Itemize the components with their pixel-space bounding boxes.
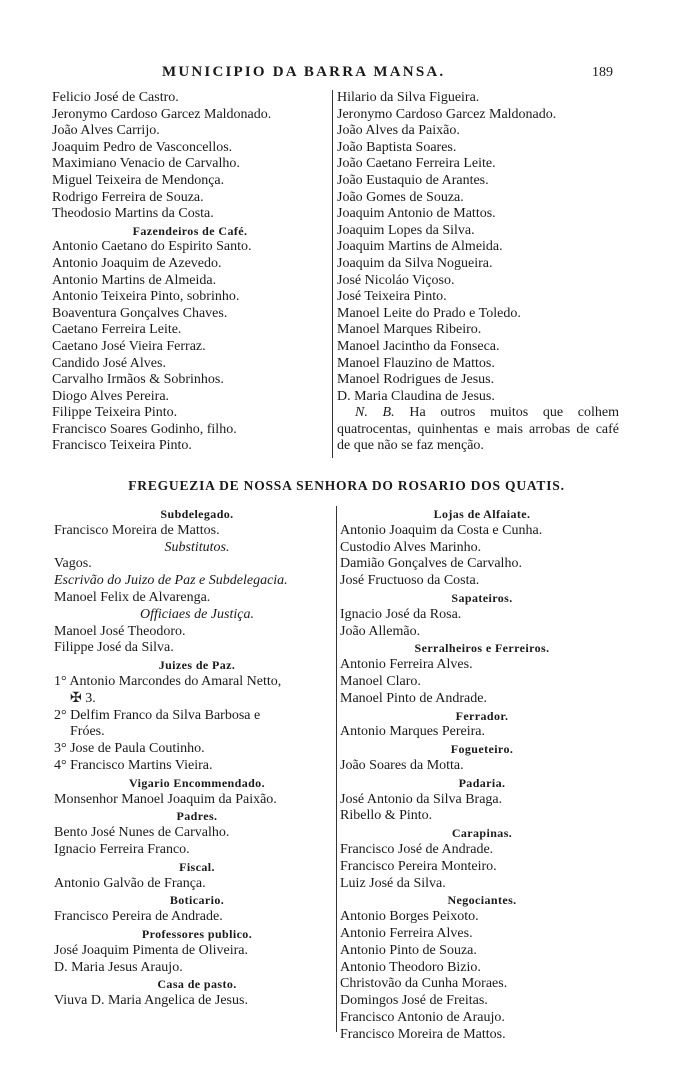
list-item: Antonio Ferreira Alves. (340, 657, 473, 673)
boticario-heading: Boticario. (169, 893, 225, 908)
list-item: Francisco Moreira de Mattos. (54, 522, 220, 538)
list-item: Viuva D. Maria Angelica de Jesus. (54, 993, 248, 1009)
list-item: Miguel Teixeira de Mendonça. (52, 172, 225, 188)
ordinal: 2° (54, 707, 67, 723)
page-header (0, 64, 693, 84)
officiaes-heading: Officiaes de Justiça. (140, 606, 254, 622)
list-item: Joaquim Pedro de Vasconcellos. (52, 139, 233, 155)
list-item: D. Maria Claudina de Jesus. (337, 388, 495, 404)
list-item: Boaventura Gonçalves Chaves. (52, 305, 228, 321)
list-item: Francisco Antonio de Araujo. (340, 1009, 505, 1025)
list-item: Hilario da Silva Figueira. (337, 90, 480, 105)
section-title: FREGUEZIA DE NOSSA SENHORA DO ROSARIO DOS QUATIS. (128, 478, 565, 493)
list-item: Christovão da Cunha Moraes. (340, 976, 508, 992)
list-item: Francisco Pereira Monteiro. (340, 858, 497, 874)
list-item: Antonio Caetano do Espirito Santo. (52, 239, 252, 255)
list-item: Antonio Marques Pereira. (340, 724, 486, 740)
list-item (54, 758, 340, 775)
list-item: José Nicoláo Viçoso. (337, 272, 455, 288)
list-item: Francisco Moreira de Mattos. (340, 1026, 506, 1042)
list-item: João Eustaquio de Arantes. (337, 172, 489, 188)
list-item: Rodrigo Ferreira de Souza. (52, 189, 204, 205)
list-item: Domingos José de Freitas. (340, 993, 488, 1009)
column-divider (332, 90, 333, 458)
list-item: Antonio Joaquim da Costa e Cunha. (340, 522, 543, 538)
list-item (54, 741, 340, 758)
list-item: Jeronymo Cardoso Garcez Maldonado. (337, 106, 557, 122)
casa-heading: Casa de pasto. (157, 977, 237, 992)
serralheiros-heading: Serralheiros e Ferreiros. (414, 641, 550, 656)
subdelegado-heading: Subdelegado. (160, 507, 234, 521)
list-item: Antonio Pinto de Souza. (340, 942, 477, 958)
list-item: Manoel José Theodoro. (54, 623, 186, 639)
juiz-name: Antonio Marcondes do Amaral Netto, (69, 673, 282, 689)
list-item: Manoel Claro. (340, 673, 421, 689)
nb-label: N. B. (355, 405, 395, 421)
list-item: João Baptista Soares. (337, 139, 457, 155)
juizes-heading: Juizes de Paz. (158, 658, 236, 673)
list-item: Francisco Soares Godinho, filho. (52, 421, 237, 437)
list-item-cont: ✠ 3. (70, 690, 96, 706)
list-item-cont: Fróes. (70, 724, 105, 740)
list-item: Manoel Jacintho da Fonseca. (337, 338, 500, 354)
nota-bene (337, 405, 619, 455)
ordinal: 1° (54, 673, 67, 689)
list-item: José Teixeira Pinto. (337, 289, 447, 305)
padaria-heading: Padaria. (458, 775, 506, 790)
list-item: Bento José Nunes de Carvalho. (54, 825, 230, 841)
carapinas-heading: Carapinas. (451, 826, 513, 841)
list-item: José Fructuoso da Costa. (340, 573, 480, 589)
list-item: José Antonio da Silva Braga. (340, 791, 503, 807)
list-item: João Alves da Paixão. (337, 123, 460, 139)
list-item: Filippe José da Silva. (54, 640, 174, 656)
list-item: Antonio Teixeira Pinto, sobrinho. (52, 289, 240, 305)
vigario-heading: Vigario Encommendado. (129, 775, 265, 790)
list-item: Caetano José Vieira Ferraz. (52, 338, 206, 354)
list-item: Joaquim Antonio de Mattos. (337, 206, 496, 222)
list-item: Damião Gonçalves de Carvalho. (340, 556, 522, 572)
list-item: Candido José Alves. (52, 355, 166, 371)
list-item: Francisco José de Andrade. (340, 841, 494, 857)
list-item: Caetano Ferreira Leite. (52, 322, 182, 338)
juiz-name: Delfim Franco da Silva Barbosa e (70, 707, 261, 723)
list-item: Francisco Teixeira Pinto. (52, 438, 192, 454)
list-item: Ignacio José da Rosa. (340, 606, 462, 622)
list-item: Carvalho Irmãos & Sobrinhos. (52, 372, 224, 388)
ordinal: 3° (54, 741, 67, 757)
fazendeiros-heading: Fazendeiros de Café. (132, 223, 248, 238)
list-item: Diogo Alves Pereira. (52, 388, 170, 404)
padres-heading: Padres. (176, 809, 218, 824)
list-item: Antonio Galvão de França. (54, 875, 206, 891)
list-item: Manoel Pinto de Andrade. (340, 690, 487, 706)
list-item: Luiz José da Silva. (340, 875, 446, 891)
list-item: Antonio Joaquim de Azevedo. (52, 255, 222, 271)
list-item: Maximiano Venacio de Carvalho. (52, 156, 240, 172)
list-item: Francisco Pereira de Andrade. (54, 909, 223, 925)
bottom-left-column (54, 506, 340, 1010)
lojas-heading: Lojas de Alfaiate. (433, 507, 531, 521)
list-item: Antonio Borges Peixoto. (340, 909, 479, 925)
list-item: Manoel Marques Ribeiro. (337, 322, 482, 338)
list-item: Manoel Flauzino de Mattos. (337, 355, 495, 371)
list-item: Antonio Ferreira Alves. (340, 925, 473, 941)
list-item: Jeronymo Cardoso Garcez Maldonado. (52, 106, 272, 122)
list-item: Ribello & Pinto. (340, 808, 433, 824)
list-item: José Joaquim Pimenta de Oliveira. (54, 942, 249, 958)
nb-text: Ha outros muitos que colhem quatrocentas, quinhentas e mais arrobas de café de que não se faz menção. (337, 405, 620, 454)
fogueteiro-heading: Fogueteiro. (450, 742, 514, 757)
list-item: Joaquim Martins de Almeida. (337, 239, 503, 255)
list-item: Manoel Leite do Prado e Toledo. (337, 305, 521, 321)
list-item: João Alves Carrijo. (52, 123, 160, 139)
list-item: Joaquim da Silva Nogueira. (337, 255, 493, 271)
list-item: João Caetano Ferreira Leite. (337, 156, 496, 172)
page-title: MUNICIPIO DA BARRA MANSA. (162, 64, 446, 80)
page-number: 189 (592, 65, 613, 80)
list-item: Filippe Teixeira Pinto. (52, 405, 178, 421)
list-item: Theodosio Martins da Costa. (52, 206, 214, 222)
list-item: João Soares da Motta. (340, 757, 464, 773)
list-item: Felicio José de Castro. (52, 90, 179, 105)
bottom-right-column (340, 506, 624, 1044)
list-item: Manoel Rodrigues de Jesus. (337, 372, 495, 388)
list-item: Antonio Martins de Almeida. (52, 272, 217, 288)
juiz-name: Francisco Martins Vieira. (70, 757, 213, 773)
ferrador-heading: Ferrador. (455, 708, 509, 723)
sapateiros-heading: Sapateiros. (451, 590, 513, 605)
top-left-column (52, 90, 328, 455)
negociantes-heading: Negociantes. (447, 893, 517, 908)
list-item: Joaquim Lopes da Silva. (337, 222, 475, 238)
list-item: João Gomes de Souza. (337, 189, 464, 205)
escrivao-heading: Escrivão do Juizo de Paz e Subdelegacia. (54, 573, 288, 589)
list-item: João Allemão. (340, 623, 421, 639)
list-item: Monsenhor Manoel Joaquim da Paixão. (54, 791, 277, 807)
list-item: Vagos. (54, 556, 92, 572)
top-right-column (337, 90, 619, 455)
list-item: Manoel Felix de Alvarenga. (54, 589, 211, 605)
column-divider (336, 506, 337, 1032)
fiscal-heading: Fiscal. (179, 859, 215, 874)
list-item: Ignacio Ferreira Franco. (54, 841, 190, 857)
list-item: Custodio Alves Marinho. (340, 539, 482, 555)
list-item (54, 708, 340, 725)
list-item: D. Maria Jesus Araujo. (54, 959, 183, 975)
list-item: Antonio Theodoro Bizio. (340, 959, 481, 975)
ordinal: 4° (54, 757, 67, 773)
juiz-name: Jose de Paula Coutinho. (70, 741, 205, 757)
substitutos-heading: Substitutos. (164, 539, 230, 555)
professores-heading: Professores publico. (141, 926, 253, 941)
list-item (54, 674, 340, 691)
